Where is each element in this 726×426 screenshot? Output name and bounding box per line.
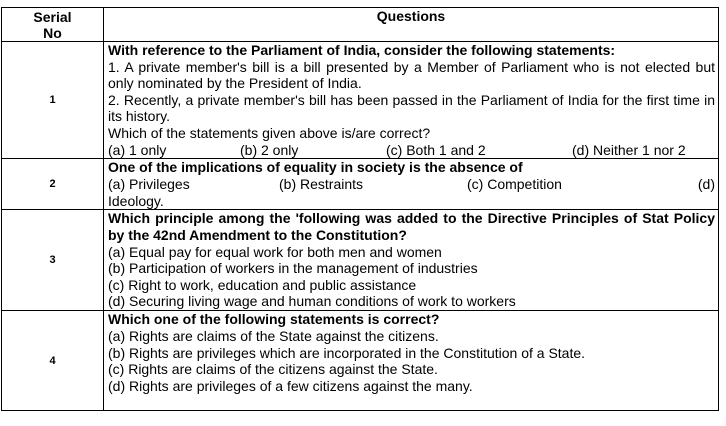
option-c: (c) Competition	[467, 175, 562, 192]
option-b: (b) 2 only	[240, 141, 299, 158]
serial-number: 4	[2, 311, 104, 411]
option-b: (b) Restraints	[279, 175, 364, 192]
option-d: (d) Rights are privileges of a few citizens against the many.	[108, 377, 473, 394]
question-prompt: Which of the statements given above is/are correct?	[108, 124, 431, 141]
option-d-continuation: Ideology.	[108, 192, 164, 209]
option-a: (a) 1 only	[108, 141, 167, 158]
serial-header-line1: Serial	[33, 9, 72, 25]
question-row-4	[2, 311, 719, 411]
options-row	[108, 176, 715, 193]
question-title: With reference to the Parliament of India, consider the following statements:	[108, 42, 616, 58]
option-d: (d)	[697, 175, 715, 192]
question-cell	[104, 42, 719, 159]
serial-header-line2: No	[43, 25, 62, 41]
option-b: (b) Rights are privileges which are incorporated in the Constitution of a State.	[108, 344, 586, 361]
serial-no-header	[2, 8, 104, 42]
option-c: (c) Rights are claims of the citizens against the State.	[108, 361, 438, 378]
serial-number: 2	[2, 159, 104, 210]
question-row-1	[2, 42, 719, 159]
questions-header: Questions	[104, 8, 719, 42]
header-row	[2, 8, 719, 42]
question-row-2	[2, 159, 719, 210]
statement-1: 1. A private member's bill is a bill presented by a Member of Parliament who is not elected but only nominated by the President of India.	[108, 58, 715, 92]
option-a: (a) Privileges	[108, 175, 190, 192]
option-d: (d) Securing living wage and human conditions of work to workers	[108, 293, 516, 310]
serial-number: 1	[2, 42, 104, 159]
option-c: (c) Both 1 and 2	[386, 141, 486, 158]
questions-table	[1, 7, 719, 411]
question-cell	[104, 159, 719, 210]
question-row-3	[2, 210, 719, 311]
question-title: One of the implications of equality in society is the absence of	[108, 159, 523, 176]
question-cell	[104, 311, 719, 411]
question-title: Which principle among the 'following was added to the Directive Principles of Stat Policy by the 42nd Amendment to the Constitution?	[108, 210, 715, 243]
options-row	[108, 142, 715, 159]
option-d: (d) Neither 1 nor 2	[572, 141, 686, 158]
question-cell	[104, 210, 719, 311]
option-b: (b) Participation of workers in the management of industries	[108, 260, 478, 277]
option-a: (a) Equal pay for equal work for both men and women	[108, 243, 442, 260]
question-title: Which one of the following statements is correct?	[108, 311, 440, 328]
serial-number: 3	[2, 210, 104, 311]
option-c: (c) Right to work, education and public assistance	[108, 276, 417, 293]
option-a: (a) Rights are claims of the State against the citizens.	[108, 327, 439, 344]
statement-2: 2. Recently, a private member's bill has been passed in the Parliament of India for the first time in its history.	[108, 91, 715, 125]
